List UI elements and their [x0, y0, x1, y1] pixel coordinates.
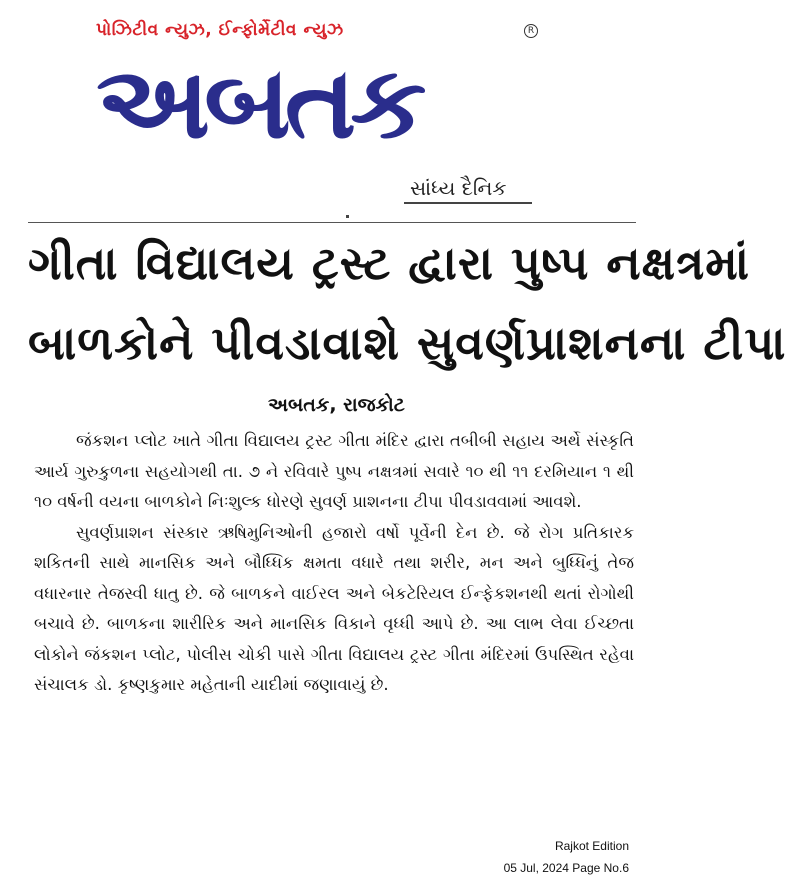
subtitle-underline	[404, 202, 532, 204]
article-dateline: અબતક, રાજકોટ	[268, 394, 405, 416]
edition-name: Rajkot Edition	[554, 839, 629, 853]
edition-info	[504, 835, 629, 879]
masthead	[0, 0, 637, 210]
divider-tick	[346, 215, 349, 218]
article-body	[34, 426, 634, 701]
article-paragraph-2: સુવર્ણપ્રાશન સંસ્કાર ઋષિમુનિઓની હજારો વર્ષો પૂર્વેની દેન છે. જે રોગ પ્રતિકારક શકિતની સાથે માનસિક અને બૌધ્ધિક ક્ષમતા વધારે તથા શરીર, મન અને બુધ્ધિનું તેજ વધારનાર તેજસ્વી ધાતુ છે. જે બાળકને વાઈરલ અને બેકટેરિયલ ઈન્ફેકશનથી થતાં રોગોથી બચાવે છે. બાળકના શારીરિક અને માનસિક વિકાને વૃધ્ધી આપે છે. આ લાભ લેવા ઈચ્છતા લોકોને જંકશન પ્લોટ, પોલીસ ચોકી પાસે ગીતા વિદ્યાલય ટ્રસ્ટ ગીતા મંદિરમાં ઉપસ્થિત રહેવા સંચાલક ડો. કૃષ્ણકુમાર મહેતાની યાદીમાં જણાવાયું છે.	[34, 522, 634, 694]
headline-line-2: બાળકોને પીવડાવાશે સુવર્ણપ્રાશનના ટીપા	[28, 316, 786, 370]
article-paragraph-1: જંકશન પ્લોટ ખાતે ગીતા વિદ્યાલય ટ્રસ્ટ ગીતા મંદિર દ્વારા તબીબી સહાય અર્થે સંસ્કૃતિ આર્ય ગુરુકુળના સહયોગથી તા. ૭ ને રવિવારે પુષ્પ નક્ષત્રમાં સવારે ૧૦ થી ૧૧ દરમિયાન ૧ થી ૧૦ વર્ષની વયના બાળકોને નિઃશુલ્ક ધોરણે સુવર્ણ પ્રાશનના ટીપા પીવડાવવામાં આવશે.	[34, 431, 634, 511]
masthead-divider	[28, 222, 636, 223]
registered-mark-icon: R	[524, 24, 538, 38]
newspaper-logo: અબતક	[96, 46, 421, 162]
masthead-tagline: પોઝિટીવ ન્યુઝ, ઈન્ફોર્મેટીવ ન્યુઝ	[96, 20, 344, 40]
masthead-subtitle: સાંધ્ય દૈનિક	[410, 176, 507, 200]
edition-date-page: 05 Jul, 2024 Page No.6	[503, 861, 629, 875]
headline-line-1: ગીતા વિદ્યાલય ટ્રસ્ટ દ્વારા પુષ્પ નક્ષત્રમાં	[28, 236, 751, 290]
